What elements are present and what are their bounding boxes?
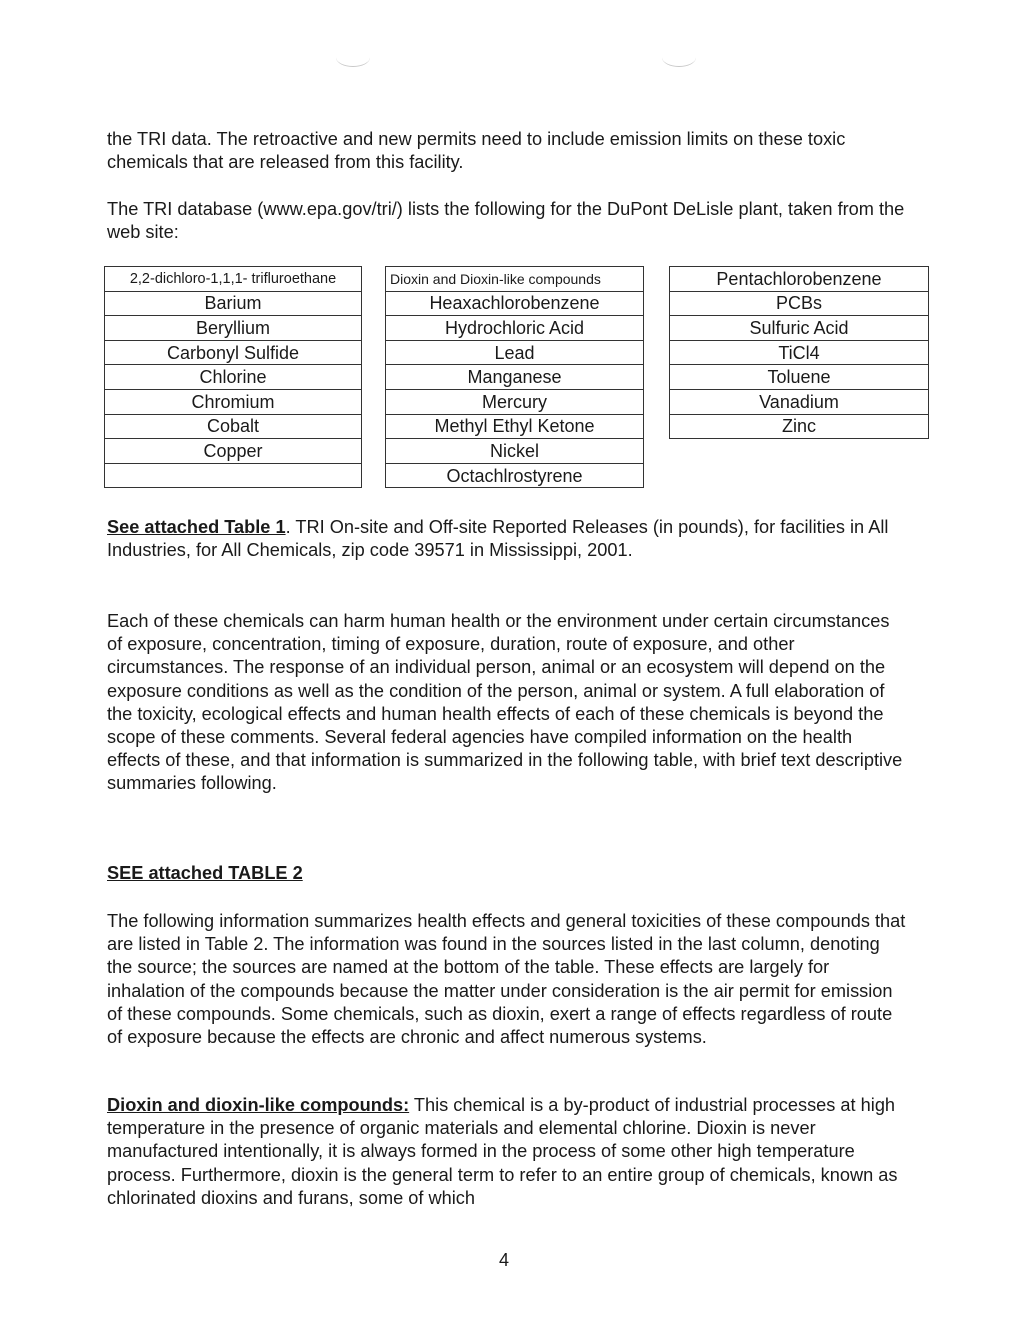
chemical-name: Copper: [105, 439, 362, 464]
chemical-row: [105, 291, 362, 316]
chemical-row: [105, 463, 362, 488]
chemical-name: Chlorine: [105, 365, 362, 390]
chemical-row: [105, 414, 362, 439]
chemical-name: Octachlrostyrene: [386, 463, 644, 488]
chemical-name: [105, 463, 362, 488]
chemical-row: [105, 389, 362, 414]
table1-reference-text: . TRI On-site and Off-site Reported Releases (in pounds), for facilities in All Industries, for All Chemicals, zip code 39571 in Mississippi, 2001.: [107, 517, 889, 561]
scan-artifact: [336, 48, 370, 67]
chemical-name: Barium: [105, 291, 362, 316]
chemical-row: [386, 316, 644, 341]
health-effects-paragraph: Each of these chemicals can harm human health or the environment under certain circumstances of exposure, concentration, timing of exposure, duration, route of exposure, and other circumstances. The response of an individual person, animal or an ecosystem will depend on the exposure conditions as well as the condition of the person, animal or system. A full elaboration of the toxicity, ecological effects and human health effects of each of these chemicals is beyond the scope of these comments. Several federal agencies have compiled information on the health effects of these, and that information is summarized in the following table, with brief text descriptive summaries following.: [107, 611, 903, 794]
chemical-name: Lead: [386, 340, 644, 365]
chemical-row: [670, 267, 929, 292]
chemical-name: Cobalt: [105, 414, 362, 439]
chemical-row: [670, 340, 929, 365]
chemical-name: 2,2-dichloro-1,1,1- trifluroethane: [105, 267, 362, 292]
chemical-row: [105, 439, 362, 464]
chemical-name: Toluene: [670, 365, 929, 390]
chemical-name: PCBs: [670, 291, 929, 316]
chemical-list-table-2: [385, 266, 644, 488]
chemical-row: [386, 291, 644, 316]
page-number: 4: [498, 1250, 509, 1270]
intro-paragraph-1: the TRI data. The retroactive and new permits need to include emission limits on these toxic chemicals that are released from this facility.: [107, 129, 846, 173]
chemical-name: Mercury: [386, 389, 644, 414]
chemical-name: Manganese: [386, 365, 644, 390]
chemical-name: Heaxachlorobenzene: [386, 291, 644, 316]
chemical-name: Dioxin and Dioxin-like compounds: [386, 267, 644, 292]
chemical-row: [386, 340, 644, 365]
dioxin-paragraph: [107, 1094, 907, 1210]
chemical-name: Beryllium: [105, 316, 362, 341]
chemical-list-table-1: [104, 266, 362, 488]
chemical-row: [386, 365, 644, 390]
chemical-name: Vanadium: [670, 389, 929, 414]
chemical-name: Pentachlorobenzene: [670, 267, 929, 292]
chemical-row: [386, 267, 644, 292]
chemical-name: Zinc: [670, 414, 929, 439]
chemical-name: Sulfuric Acid: [670, 316, 929, 341]
chemical-row: [670, 414, 929, 439]
table1-reference-link[interactable]: See attached Table 1: [107, 517, 286, 537]
chemical-name: Chromium: [105, 389, 362, 414]
chemical-list-table-3: [669, 266, 929, 439]
dioxin-heading: Dioxin and dioxin-like compounds:: [107, 1095, 410, 1115]
table2-reference-link[interactable]: SEE attached TABLE 2: [107, 863, 303, 883]
chemical-row: [105, 365, 362, 390]
chemical-name: Carbonyl Sulfide: [105, 340, 362, 365]
chemical-row: [386, 439, 644, 464]
chemical-row: [105, 316, 362, 341]
table1-reference: [107, 516, 907, 562]
chemical-row: [386, 463, 644, 488]
chemical-row: [670, 389, 929, 414]
intro-paragraph-2: The TRI database (www.epa.gov/tri/) lists the following for the DuPont DeLisle plant, taken from the web site:: [107, 199, 905, 243]
chemical-name: Methyl Ethyl Ketone: [386, 414, 644, 439]
chemical-name: Nickel: [386, 439, 644, 464]
chemical-name: TiCl4: [670, 340, 929, 365]
chemical-row: [105, 340, 362, 365]
chemical-row: [670, 291, 929, 316]
chemical-row: [670, 365, 929, 390]
summary-paragraph: The following information summarizes health effects and general toxicities of these compounds that are listed in Table 2. The information was found in the sources listed in the last column, denoting the source; the sources are named at the bottom of the table. These effects are largely for inhalation of the compounds because the matter under consideration is the air permit for emission of these compounds. Some chemicals, such as dioxin, exert a range of effects regardless of route of exposure because the effects are chronic and affect numerous systems.: [107, 911, 906, 1048]
chemical-row: [386, 389, 644, 414]
table2-reference: [107, 862, 907, 885]
dioxin-text: This chemical is a by-product of industrial processes at high temperature in the presence of organic materials and elemental chlorine. Dioxin is never manufactured intentionally, it is always formed in the process of some other high temperature process. Furthermore, dioxin is the general term to refer to an entire group of chemicals, known as chlorinated dioxins and furans, some of which: [107, 1095, 898, 1208]
chemical-name: Hydrochloric Acid: [386, 316, 644, 341]
scan-artifact: [662, 48, 696, 67]
chemical-row: [670, 316, 929, 341]
chemical-row: [386, 414, 644, 439]
chemical-row: [105, 267, 362, 292]
